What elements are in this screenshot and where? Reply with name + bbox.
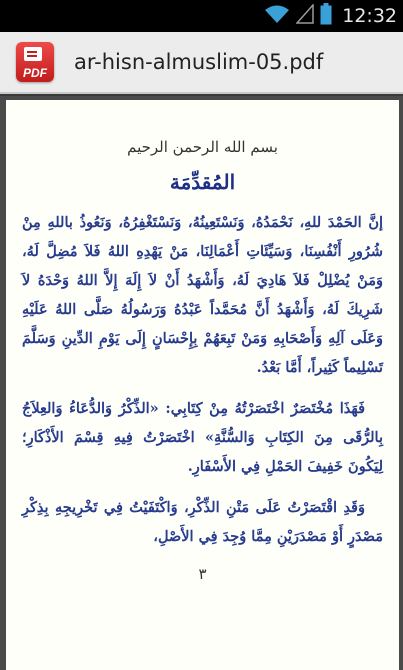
status-time: 12:32 bbox=[342, 5, 397, 27]
document-title: ar-hisn-almuslim-05.pdf bbox=[74, 50, 324, 74]
pdf-viewer[interactable] bbox=[0, 96, 403, 670]
status-icons bbox=[264, 3, 397, 29]
page-number: ٣ bbox=[198, 565, 207, 583]
battery-icon bbox=[320, 3, 332, 29]
app-bar bbox=[0, 32, 403, 94]
paragraph-intro: إنَّ الحَمْدَ للهِ، نَحْمَدُهُ، وَنَسْتَعِينُهُ، وَنَسْتَغْفِرُهُ، وَنَعُوذُ باللهِ مِنْ شُرُورِ أَنْفُسِنَا، وَسَيِّئَاتِ أَعْمَالِنَا، مَنْ يَهْدِهِ اللهُ فَلاَ مُضِلَّ لَهُ، وَمَنْ يُضْلِلْ فَلاَ هَادِيَ لَهُ، وَأَشْهَدُ أَنْ لاَ إِلَهَ إِلاَّ اللهُ وَحْدَهُ لاَ شَرِيكَ لَهُ، وَأَشْهَدُ أَنَّ مُحَمَّداً عَبْدُهُ وَرَسُولُهُ صَلَّى اللهُ عَلَيْهِ وَعَلَى آلِهِ وَأَصْحَابِهِ وَمَنْ تَبِعَهُمْ بِإِحْسَانٍ إِلَى يَوْمِ الدِّينِ وَسَلَّمَ تَسْلِيماً كَثِيراً، أَمَّا بَعْدُ. bbox=[22, 214, 383, 376]
status-bar bbox=[0, 0, 403, 32]
page-heading: المُقدِّمَة bbox=[169, 170, 236, 194]
pdf-app-icon[interactable] bbox=[16, 42, 54, 82]
signal-icon bbox=[296, 4, 314, 28]
document-icon bbox=[24, 47, 42, 61]
paragraph-summary: فَهَذَا مُخْتَصَرٌ اخْتَصَرْتُهُ مِنْ كِتَابِي: «الذِّكْرُ وَالدُّعَاءُ وَالعِلاَجُ بِالرُّقَى مِنَ الكِتَابِ وَالسُّنَّةِ» اخْتَصَرْتُ فِيهِ قِسْمَ الأَذْكَارِ؛ لِيَكُونَ خَفِيفَ الحَمْلِ فِي الأَسْفَارِ. bbox=[22, 400, 383, 475]
basmala-ornament: بسم الله الرحمن الرحيم bbox=[127, 138, 278, 156]
paragraph-method: وَقَدِ اقْتَصَرْتُ عَلَى مَتْنِ الذِّكْرِ، وَاكْتَفَيْتُ فِي تَخْرِيجِهِ بِذِكْرِ مَصْدَرٍ أَوْ مَصْدَرَيْنِ مِمَّا وُجِدَ فِي الأَصْلِ، bbox=[22, 499, 383, 545]
wifi-icon bbox=[264, 4, 290, 28]
pdf-page bbox=[6, 100, 399, 670]
pdf-icon-label: PDF bbox=[23, 66, 47, 80]
